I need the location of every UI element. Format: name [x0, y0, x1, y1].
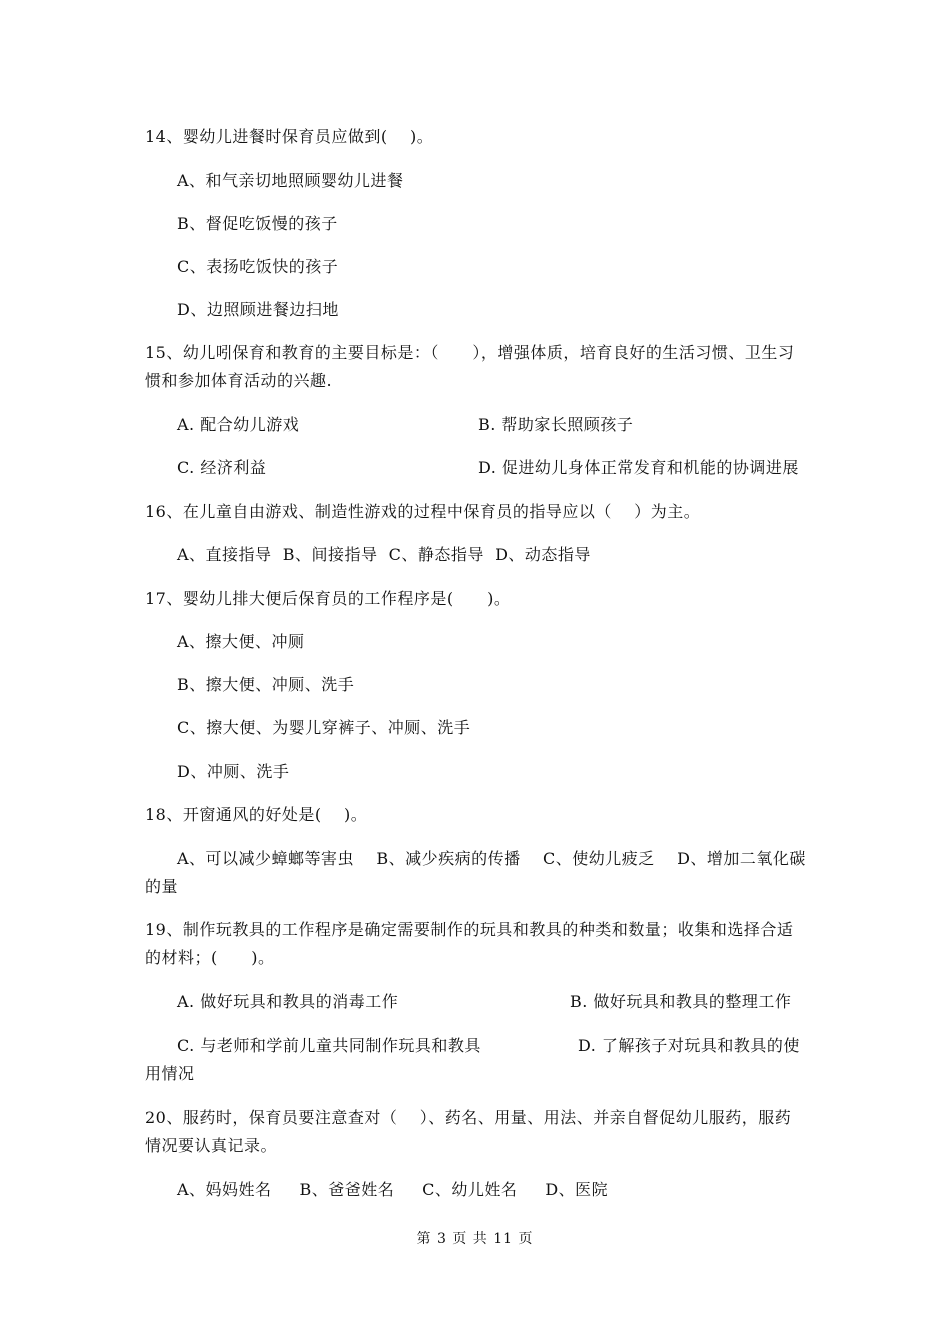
- question-19-stem-line2: 的材料；( )。: [145, 948, 275, 967]
- question-19-option-a: A. 做好玩具和教具的消毒工作: [177, 992, 399, 1011]
- question-16-options: A、直接指导 B、间接指导 C、静态指导 D、动态指导: [177, 545, 591, 564]
- question-20-options: A、妈妈姓名 B、爸爸姓名 C、幼儿姓名 D、医院: [177, 1180, 609, 1199]
- question-15-option-c: C. 经济利益: [177, 458, 267, 477]
- question-19-option-b: B. 做好玩具和教具的整理工作: [570, 992, 792, 1011]
- question-14-stem: 14、婴幼儿进餐时保育员应做到( )。: [145, 127, 434, 146]
- question-18-stem: 18、开窗通风的好处是( )。: [145, 805, 368, 824]
- question-19-option-d-continued: 用情况: [145, 1064, 195, 1083]
- question-20-stem-line2: 情况要认真记录。: [145, 1136, 278, 1155]
- question-17-stem: 17、婴幼儿排大便后保育员的工作程序是( )。: [145, 589, 511, 608]
- question-15-stem-line1: 15、幼儿吲保育和教育的主要目标是：（ ），增强体质，培育良好的生活习惯、卫生习: [145, 343, 795, 362]
- question-14-option-d: D、边照顾进餐边扫地: [177, 300, 339, 319]
- page-footer: 第 3 页 共 11 页: [416, 1231, 534, 1247]
- question-17-option-c: C、擦大便、为婴儿穿裤子、冲厕、洗手: [177, 718, 471, 737]
- question-16-stem: 16、在儿童自由游戏、制造性游戏的过程中保育员的指导应以（ ）为主。: [145, 502, 701, 521]
- question-17-option-a: A、擦大便、冲厕: [177, 632, 305, 651]
- question-19-option-d: D. 了解孩子对玩具和教具的使: [578, 1036, 800, 1055]
- question-17-option-d: D、冲厕、洗手: [177, 762, 290, 781]
- question-15-option-d: D. 促进幼儿身体正常发育和机能的协调进展: [478, 458, 799, 477]
- question-19-stem-line1: 19、制作玩教具的工作程序是确定需要制作的玩具和教具的种类和数量；收集和选择合适: [145, 920, 794, 939]
- question-15-option-b: B. 帮助家长照顾孩子: [478, 415, 634, 434]
- question-17-option-b: B、擦大便、冲厕、洗手: [177, 675, 355, 694]
- question-19-option-c: C. 与老师和学前儿童共同制作玩具和教具: [177, 1036, 481, 1055]
- question-14-option-a: A、和气亲切地照顾婴幼儿进餐: [177, 171, 404, 190]
- question-15-stem-line2: 惯和参加体育活动的兴趣.: [145, 371, 333, 390]
- question-20-stem-line1: 20、服药时，保育员要注意查对（ ）、药名、用量、用法、并亲自督促幼儿服药，服药: [145, 1108, 792, 1127]
- question-18-options-line1: A、可以减少蟑螂等害虫 B、减少疾病的传播 C、使幼儿疲乏 D、增加二氧化碳: [177, 849, 806, 868]
- question-14-option-c: C、表扬吃饭快的孩子: [177, 257, 339, 276]
- question-18-options-line2: 的量: [145, 877, 179, 896]
- question-14-option-b: B、督促吃饭慢的孩子: [177, 214, 338, 233]
- question-15-option-a: A. 配合幼儿游戏: [177, 415, 300, 434]
